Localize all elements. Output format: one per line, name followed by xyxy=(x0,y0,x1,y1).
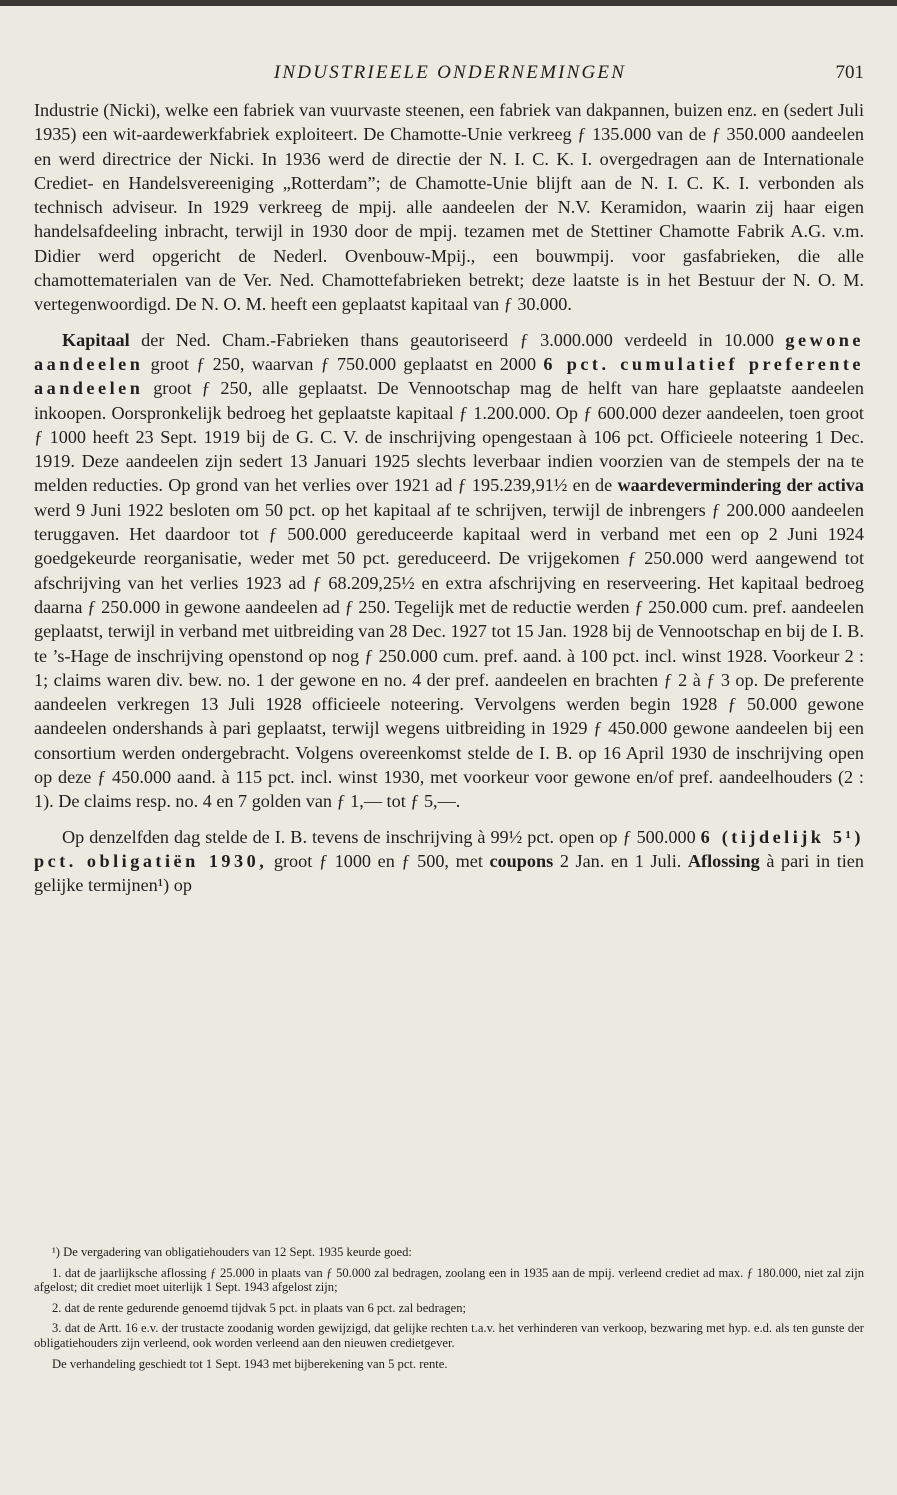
paragraph-obligaties xyxy=(34,825,864,898)
text-run: der Ned. Cham.-Fabrieken thans geautoriseerd ƒ 3.000.000 verdeeld in 10.000 xyxy=(129,329,786,350)
text-run: groot ƒ 1000 en ƒ 500, met xyxy=(267,850,490,871)
bold-waardevermindering: waardevermindering der activa xyxy=(617,475,864,496)
paragraph-1: Industrie (Nicki), welke een fabriek van vuurvaste steenen, een fabriek van dakpannen, buizen enz. en (sedert Juli 1935) een wit-aardewerkfabriek exploiteert. De Chamotte-Unie verkreeg ƒ 135.000 van de ƒ 350.000 aandeelen en werd directrice der Nicki. In 1936 werd de directie der N. I. C. K. I. overgedragen aan de Internationale Crediet- en Handelsvereeniging „Rotterdam”; de Chamotte-Unie blijft aan de N. I. C. K. I. verbonden als technisch adviseur. In 1929 verkreeg de mpij. alle aandeelen der N.V. Keramidon, waarin zij haar eigen handelsafdeeling inbracht, terwijl in 1930 door de mpij. tezamen met de Stettiner Chamotte Fabrik A.G. v.m. Didier werd opgericht de Nederl. Ovenbouw-Mpij., een bouwmpij. voor gasfabrieken, die alle chamottematerialen van de Ver. Ned. Chamottefabrieken betrekt; deze laatste is in het Bestuur der N. O. M. vertegenwoordigd. De N. O. M. heeft een geplaatst kapitaal van ƒ 30.000. xyxy=(34,100,864,315)
running-head: INDUSTRIEELE ONDERNEMINGEN xyxy=(273,62,627,83)
footnote-intro: ¹) De vergadering van obligatiehouders van 12 Sept. 1935 keurde goed: xyxy=(52,1245,412,1259)
text-run: à pari in tien gelijke termijnen¹) op xyxy=(34,850,864,896)
page-number: 701 xyxy=(835,62,864,83)
body-text xyxy=(34,98,864,898)
footnote-item-1: 1. dat de jaarlijksche aflossing ƒ 25.000 in plaats van ƒ 50.000 zal bedragen, zoolang een in 1935 aan de mpij. verleend crediet ad max. ƒ 180.000, niet zal zijn afgelost; dit crediet moet uiterlijk 1 Sept. 1943 afgelost zijn; xyxy=(34,1265,864,1295)
paragraph-kapitaal xyxy=(34,328,864,814)
bold-aflossing: Aflossing xyxy=(687,850,760,871)
scan-edge xyxy=(0,0,897,6)
text-run: Op denzelfden dag stelde de I. B. tevens de inschrijving à 99½ pct. open op ƒ 500.000 xyxy=(62,826,701,847)
footnote-item-3: 3. dat de Artt. 16 e.v. der trustacte zoodanig worden gewijzigd, dat gelijke rechten t.a.v. het verhinderen van verkoop, bezwaring met hyp. e.d. als ten gunste der obligatiehouders zijn verleend, ook worden verleend aan den nieuwen credietgever. xyxy=(34,1321,864,1350)
footnote-closing: De verhandeling geschiedt tot 1 Sept. 1943 met bijberekening van 5 pct. rente. xyxy=(52,1356,448,1371)
footnote-item-2: 2. dat de rente gedurende genoemd tijdvak 5 pct. in plaats van 6 pct. zal bedragen; xyxy=(52,1300,467,1315)
bold-coupons: coupons xyxy=(489,850,554,871)
text-run: groot ƒ 250, alle geplaatst. De Vennootschap mag de helft van hare geplaatste aandeelen inkoopen. Oorspronkelijk bedroeg het geplaatste kapitaal ƒ 1.200.000. Op ƒ 600.000 dezer aandeelen, toen groot ƒ 1000 heeft 23 Sept. 1919 bij de G. C. V. de inschrijving opengestaan à 106 pct. Officieele noteering 1 Dec. 1919. Deze aandeelen zijn sedert 13 Januari 1925 slechts leverbaar indien voorzien van de stempels der na te melden reducties. Op grond van het verlies over 1921 ad ƒ 195.239,91½ en de xyxy=(34,378,864,496)
spaced-preferente-aandeelen: 6 pct. cumulatief preferente aandeelen xyxy=(34,353,865,399)
page-header xyxy=(36,60,864,90)
text-run: groot ƒ 250, waarvan ƒ 750.000 geplaatst en 2000 xyxy=(143,353,544,374)
heading-kapitaal: Kapitaal xyxy=(62,329,130,350)
spaced-obligatien: 6 (tijdelijk 5¹) pct. obligatiën 1930, xyxy=(34,826,864,871)
text-run: 2 Jan. en 1 Juli. xyxy=(553,850,688,871)
footnotes xyxy=(34,1245,864,1377)
spaced-gewone-aandeelen: gewone aandeelen xyxy=(34,329,864,374)
text-run: werd 9 Juni 1922 besloten om 50 pct. op het kapitaal af te schrijven, terwijl de inbrengers ƒ 200.000 aandeelen teruggaven. Het daardoor tot ƒ 500.000 gereduceerde kapitaal werd in verband met een op 2 Juni 1924 goedgekeurde reorganisatie, weder met 50 pct. gereduceerd. De vrijgekomen ƒ 250.000 werd aangewend tot afschrijving van het verlies 1923 ad ƒ 68.209,25½ en extra afschrijving en reserveering. Het kapitaal bedroeg daarna ƒ 250.000 in gewone aandeelen ad ƒ 250. Tegelijk met de reductie werden ƒ 250.000 cum. pref. aandeelen geplaatst, terwijl in verband met uitbreiding van 28 Dec. 1927 tot 15 Jan. 1928 bij de Vennootschap en bij de I. B. te ’s-Hage de inschrijving openstond op nog ƒ 250.000 cum. pref. aand. à 100 pct. incl. winst 1928. Voorkeur 2 : 1; claims waren div. bew. no. 1 der gewone en no. 4 der pref. aandeelen en brachten ƒ 2 à ƒ 3 op. De preferente aandeelen verkregen 13 Juli 1928 officieele noteering. Vervolgens werden begin 1928 ƒ 50.000 gewone aandeelen ondershands à pari geplaatst, terwijl wegens uitbreiding in 1929 ƒ 450.000 gewone aandeelen bij een consortium werden ondergebracht. Volgens overeenkomst stelde de I. B. op 16 April 1930 de inschrijving open op deze ƒ 450.000 aand. à 115 pct. incl. winst 1930, met voorkeur voor gewone en/of pref. aandeelhouders (2 : 1). De claims resp. no. 4 en 7 golden van ƒ 1,— tot ƒ 5,—. xyxy=(34,499,864,812)
